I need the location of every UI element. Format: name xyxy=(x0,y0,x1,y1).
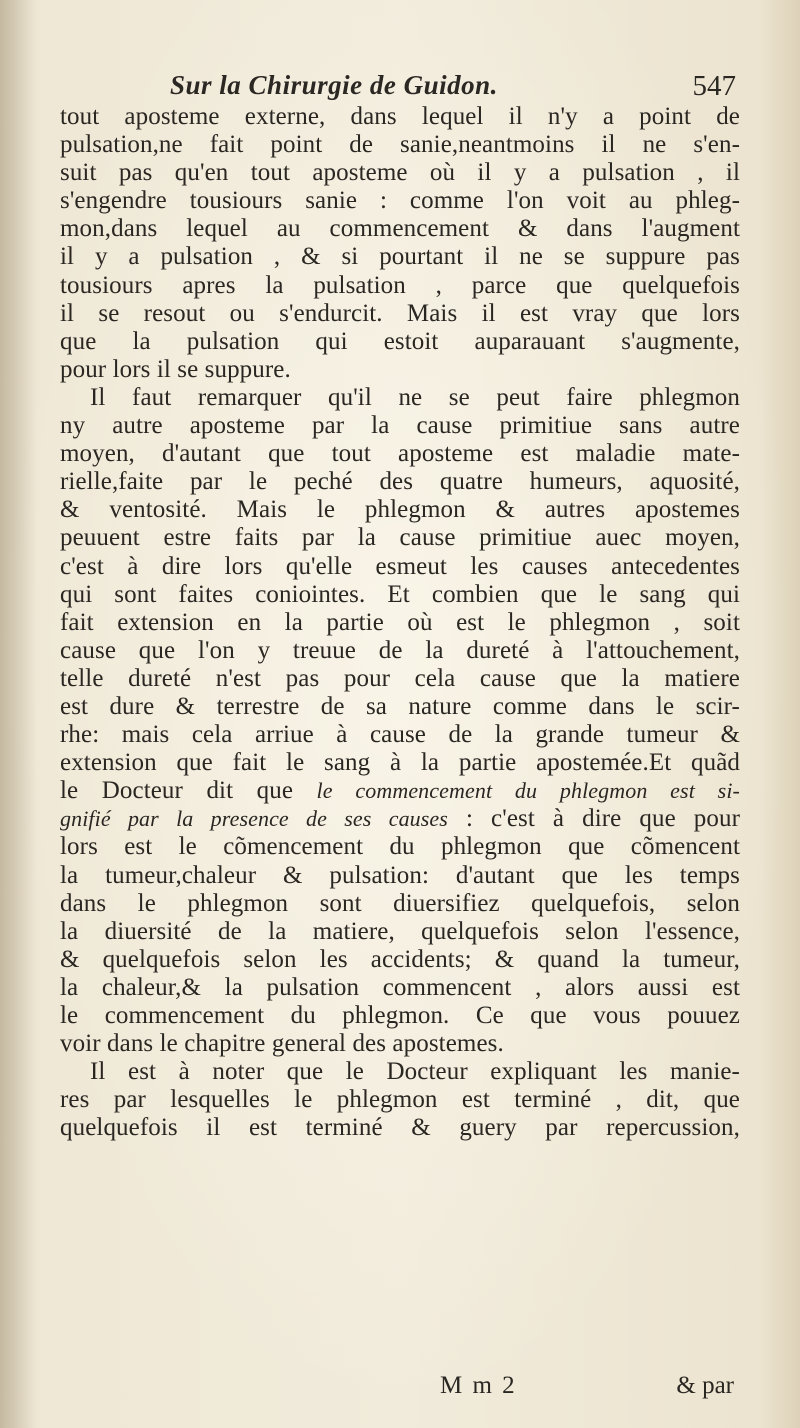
text-line: dans le phlegmon sont diuersifiez quelquefois, selon xyxy=(60,889,740,917)
text-line: s'engendre tousiours sanie : comme l'on voit au phleg- xyxy=(60,187,740,215)
text-line: & ventosité. Mais le phlegmon & autres apostemes xyxy=(60,496,740,524)
text-line: Il faut remarquer qu'il ne se peut faire phlegmon xyxy=(90,383,740,411)
signature-mark: M m 2 xyxy=(440,1372,517,1399)
text-segment: : c'est à dire que pour xyxy=(465,805,740,833)
italic-quote: le commencement du phlegmon est si- xyxy=(316,778,740,804)
text-line: il y a pulsation , & si pourtant il ne se suppure pas xyxy=(60,243,740,271)
text-line: la tumeur,chaleur & pulsation: d'autant que les temps xyxy=(60,861,740,889)
text-line: extension que fait le sang à la partie apostemée.Et quãd xyxy=(60,749,740,777)
page-number: 547 xyxy=(692,70,736,102)
text-line xyxy=(60,777,740,805)
catchword: & par xyxy=(676,1372,734,1399)
text-line: le commencement du phlegmon. Ce que vous pouuez xyxy=(60,1002,740,1029)
text-line: pulsation,ne fait point de sanie,neantmoins il ne s'en- xyxy=(60,131,740,159)
text-line: que la pulsation qui estoit auparauant s'augmente, xyxy=(60,327,740,355)
text-line: cause que l'on y treuue de la dureté à l'attouchement, xyxy=(60,636,740,664)
text-line: peuuent estre faits par la cause primitiue auec moyen, xyxy=(60,524,740,552)
text-segment: le Docteur dit que xyxy=(60,777,294,805)
page-header xyxy=(60,62,740,106)
text-line: telle dureté n'est pas pour cela cause que la matiere xyxy=(60,664,740,692)
text-line: la diuersité de la matiere, quelquefois selon l'essence, xyxy=(60,917,740,945)
text-line: voir dans le chapitre general des apostemes. xyxy=(60,1030,504,1058)
text-line: c'est à dire lors qu'elle esmeut les causes antecedentes xyxy=(60,552,740,580)
text-line: & quelquefois selon les accidents; & quand la tumeur, xyxy=(60,945,740,973)
text-line: mon,dans lequel au commencement & dans l'augment xyxy=(60,215,740,243)
text-line: qui sont faites coniointes. Et combien que le sang qui xyxy=(60,580,740,608)
text-line: rielle,faite par le peché des quatre humeurs, aquosité, xyxy=(60,468,740,496)
text-line: il se resout ou s'endurcit. Mais il est vray que lors xyxy=(60,299,740,327)
text-line: moyen, d'autant que tout aposteme est maladie mate- xyxy=(60,440,740,468)
text-line: tousiours apres la pulsation , parce que quelquefois xyxy=(60,271,740,299)
italic-quote: gnifié par la presence de ses causes xyxy=(60,806,448,832)
text-line: suit pas qu'en tout aposteme où il y a pulsation , il xyxy=(60,159,740,187)
body-text xyxy=(60,103,740,1142)
text-line: est dure & terrestre de sa nature comme dans le scir- xyxy=(60,692,740,720)
running-title: Sur la Chirurgie de Guidon. xyxy=(170,70,498,100)
text-line: la chaleur,& la pulsation commencent , alors aussi est xyxy=(60,973,740,1001)
text-line: res par lesquelles le phlegmon est terminé , dit, que xyxy=(60,1086,740,1114)
text-line: ny autre aposteme par la cause primitiue sans autre xyxy=(60,412,740,440)
text-line: pour lors il se suppure. xyxy=(60,355,291,383)
text-line: quelquefois il est terminé & guery par repercussion, xyxy=(60,1114,740,1142)
text-line: rhe: mais cela arriue à cause de la grande tumeur & xyxy=(60,721,740,749)
text-line: fait extension en la partie où est le phlegmon , soit xyxy=(60,608,740,636)
text-line: Il est à noter que le Docteur expliquant les manie- xyxy=(90,1058,740,1086)
page-footer xyxy=(60,1372,740,1402)
gutter-shadow xyxy=(0,0,36,1428)
text-line: tout aposteme externe, dans lequel il n'y a point de xyxy=(60,103,740,130)
text-line: lors est le cõmencement du phlegmon que cõmencent xyxy=(60,833,740,861)
text-line xyxy=(60,805,740,833)
